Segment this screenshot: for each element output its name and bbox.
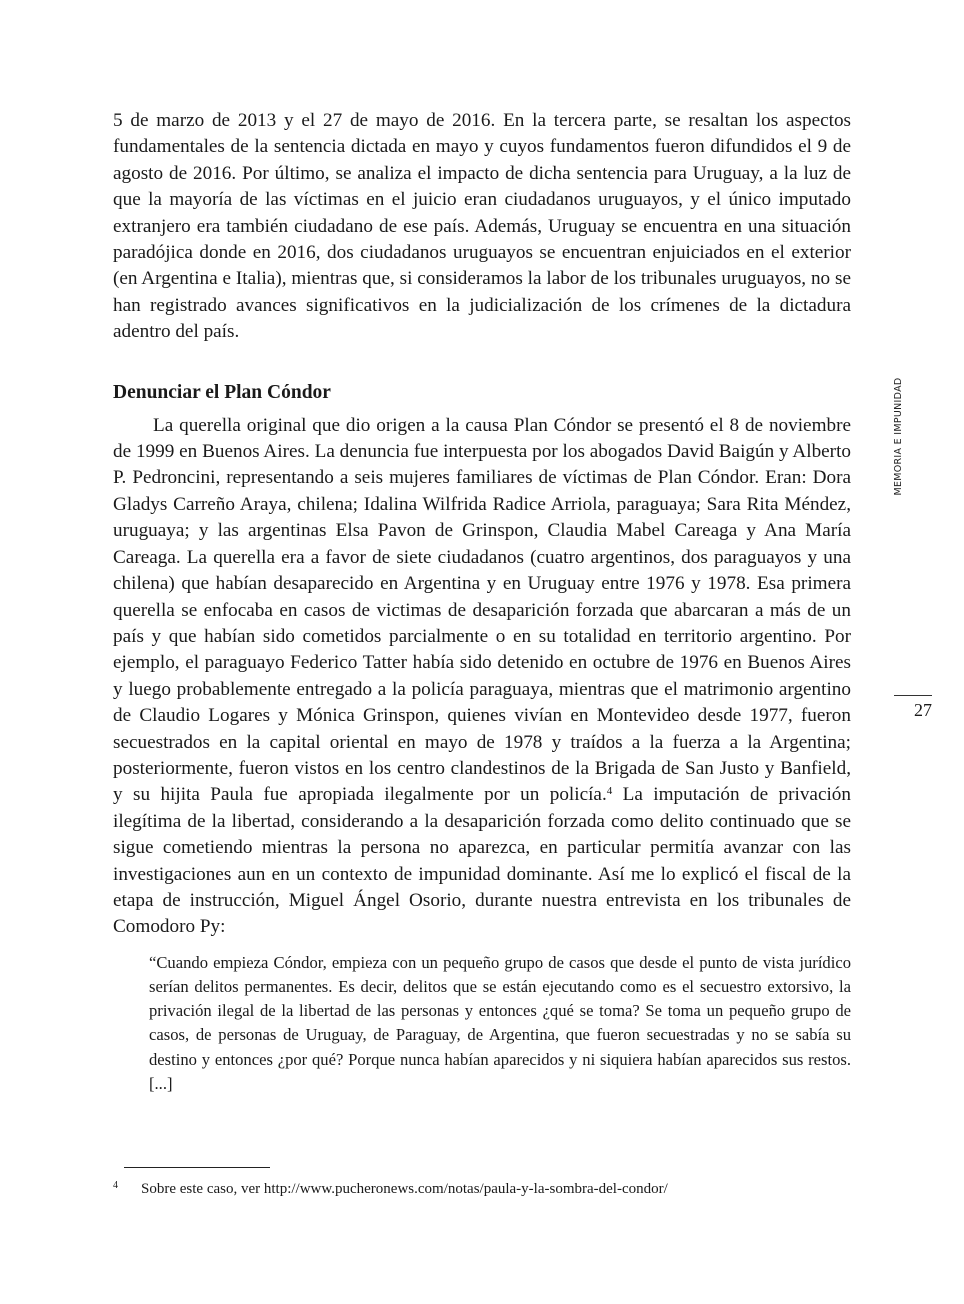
intro-paragraph: 5 de marzo de 2013 y el 27 de mayo de 2016. En la tercera parte, se resaltan los aspectos fundamentales de la sentencia dictada en mayo y cuyos fundamentos fueron difundidos el 9 de agosto de 2016. Por último, se analiza el impacto de dicha sentencia para Uruguay, a la luz de que la mayoría de las víctimas en el juicio eran ciudadanos uruguayos, y el único imputado extranjero era también ciudadano de ese país. Además, Uruguay se encuentra en una situación paradójica donde en 2016, dos ciudadanos uruguayos se encuentran enjuiciados en el exterior (en Argentina e Italia), mientras que, si consideramos la labor de los tribunales uruguayos, no se han registrado avances significativos en la judicialización de los crímenes de la dictadura adentro del país. [113,110,851,343]
footnote-separator [124,1167,270,1168]
footnote-text[interactable]: Sobre este caso, ver http://www.pucheronews.com/notas/paula-y-la-sombra-del-condor/ [141,1181,668,1197]
section-paragraph-part2: La imputación de privación ilegítima de la libertad, considerando a la desaparición forzada como delito continuado que se sigue cometiendo mientras la persona no aparezca, en particular permitía avanzar con las investigaciones aun en un contexto de impunidad dominante. Así me lo explicó el fiscal de la etapa de instrucción, Miguel Ángel Osorio, durante nuestra entrevista en los tribunales de Comodoro Py: [113,784,851,938]
running-head: MEMORIA E IMPUNIDAD [893,377,904,496]
section-paragraph [113,413,851,941]
footnote-number: 4 [113,1180,118,1191]
section-heading: Denunciar el Plan Cóndor [113,381,331,403]
footnote-reference[interactable]: 4 [606,785,613,798]
page-number: 27 [914,700,932,720]
footnote [113,1176,853,1199]
page-number-rule [894,695,932,696]
main-text-column [113,108,851,1096]
block-quote: “Cuando empieza Cóndor, empieza con un pequeño grupo de casos que desde el punto de vista jurídico serían delitos permanentes. Es decir, delitos que se están ejecutando como es el secuestro extorsivo, la privación ilegal de la libertad de las personas y entonces ¿qué se toma? Se toma un pequeño grupo de casos, de personas de Uruguay, de Paraguay, de Argentina, que fueron secuestradas y no se sabía su destino y entonces ¿por qué? Porque nunca habían aparecidos y ni siquiera habían aparecidos sus restos. [...] [149,952,851,1093]
section-paragraph-part1: La querella original que dio origen a la causa Plan Cóndor se presentó el 8 de noviembre de 1999 en Buenos Aires. La denuncia fue interpuesta por los abogados David Baigún y Alberto P. Pedroncini, representando a seis mujeres familiares de víctimas de Plan Cóndor. Eran: Dora Gladys Carreño Araya, chilena; Idalina Wilfrida Radice Arriola, paraguaya; Sara Rita Méndez, uruguaya; y las argentinas Elsa Pavon de Grinspon, Claudia Mabel Careaga y Ana María Careaga. La querella era a favor de siete ciudadanos (cuatro argentinos, dos paraguayos y una chilena) que habían desaparecido en Argentina y en Uruguay entre 1976 y 1978. Esa primera querella se enfocaba en casos de victimas de desaparición forzada que abarcaran a más de un país y que habían sido cometidos parcialmente o en su totalidad en territorio argentino. Por ejemplo, el paraguayo Federico Tatter había sido detenido en octubre de 1976 en Buenos Aires y luego probablemente entregado a la policía paraguaya, mientras que el matrimonio argentino de Claudio Logares y Mónica Grinspon, quienes vivían en Montevideo desde 1977, fueron secuestrados en la capital oriental en mayo de 1978 y traídos a la fuerza a la Argentina; posteriormente, fueron vistos en los centro clandestinos de la Brigada de San Justo y Banfield, y su hijita Paula fue apropiada ilegalmente por un policía. [113,414,851,806]
